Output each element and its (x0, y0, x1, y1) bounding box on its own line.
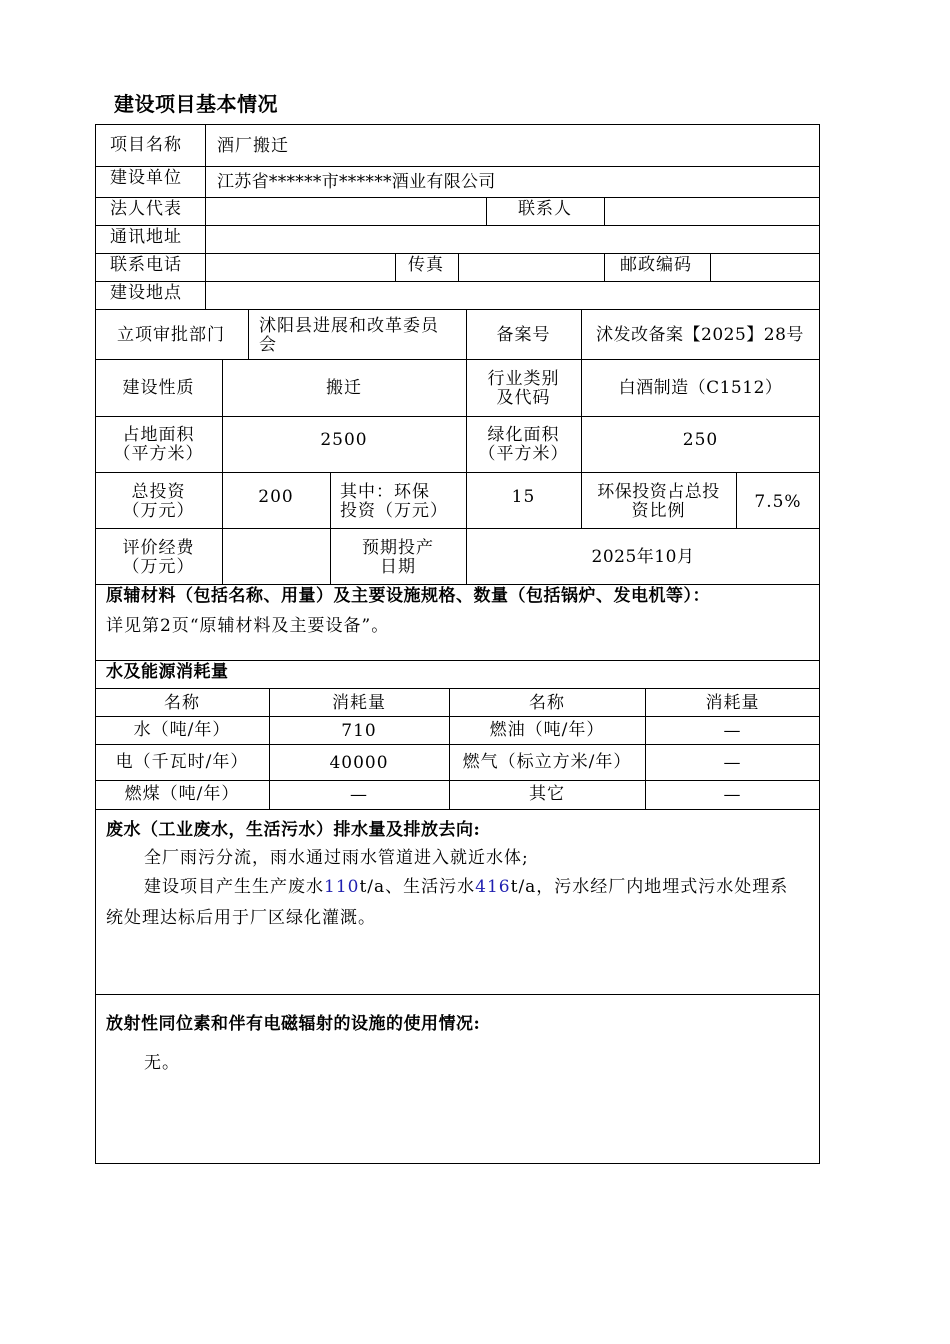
wastewater-text: t/a，污水经厂内地埋式污水处理系 (510, 877, 789, 897)
row-divider (95, 472, 820, 473)
energy-cell: 燃气（标立方米/年） (462, 752, 632, 772)
site-label: 建设地点 (110, 283, 182, 303)
energy-heading: 水及能源消耗量 (106, 662, 229, 682)
legal-rep-label: 法人代表 (110, 199, 182, 219)
green-area-label-line2: （平方米） (478, 444, 569, 464)
env-invest-value: 15 (511, 487, 536, 507)
page-title: 建设项目基本情况 (114, 92, 278, 116)
env-ratio-value: 7.5% (754, 492, 802, 512)
industry-label-line1: 行业类别 (487, 369, 560, 389)
wastewater-text: 建设项目产生生产废水 (144, 877, 324, 897)
row-divider (95, 688, 820, 689)
env-invest-label-line2: 投资（万元） (340, 501, 448, 521)
row-divider (95, 716, 820, 717)
energy-cell: — (723, 721, 742, 741)
industry-label-line2: 及代码 (496, 388, 551, 408)
wastewater-paragraph (106, 872, 818, 934)
col-divider (248, 309, 249, 359)
wastewater-text: 统处理达标后用于厂区绿化灌溉。 (106, 908, 376, 928)
production-wastewater-amount: 110 (324, 877, 360, 897)
eval-fee-label-line2: （万元） (122, 557, 195, 577)
row-divider (95, 660, 820, 661)
total-invest-label-line2: （万元） (122, 501, 195, 521)
unit-label: 建设单位 (110, 168, 182, 188)
row-divider (95, 309, 820, 310)
col-divider (604, 197, 605, 225)
energy-col-amount: 消耗量 (705, 693, 760, 713)
land-area-value: 2500 (320, 430, 368, 450)
row-divider (95, 744, 820, 745)
energy-cell: 电（千瓦时/年） (115, 752, 249, 772)
row-divider (95, 416, 820, 417)
approval-dept-line1: 沭阳县进展和改革委员 (259, 316, 439, 336)
energy-col-name: 名称 (529, 693, 565, 713)
env-ratio-label-line1: 环保投资占总投 (597, 482, 720, 502)
industry-value: 白酒制造（C1512） (618, 378, 783, 398)
project-name-label: 项目名称 (110, 135, 182, 155)
wastewater-heading: 废水（工业废水，生活污水）排水量及排放去向: (106, 820, 481, 840)
project-name-value: 酒厂搬迁 (217, 136, 289, 156)
land-area-label-line2: （平方米） (113, 444, 204, 464)
row-divider (95, 281, 820, 282)
row-divider (95, 994, 820, 995)
materials-heading: 原辅材料（包括名称、用量）及主要设施规格、数量（包括锅炉、发电机等）： (106, 586, 710, 606)
total-invest-value: 200 (258, 487, 294, 507)
record-no-value: 沭发改备案【2025】28号 (596, 325, 804, 345)
energy-cell: 其它 (529, 784, 565, 804)
nature-label: 建设性质 (122, 378, 195, 398)
eval-fee-label-line1: 评价经费 (122, 538, 195, 558)
col-divider (458, 253, 459, 281)
start-date-label-line2: 日期 (380, 557, 416, 577)
col-divider (395, 253, 396, 281)
start-date-label-line1: 预期投产 (362, 538, 434, 558)
col-divider (710, 253, 711, 281)
green-area-label-line1: 绿化面积 (487, 425, 560, 445)
wastewater-line1: 全厂雨污分流，雨水通过雨水管道进入就近水体; (144, 848, 529, 868)
nature-value: 搬迁 (326, 378, 362, 398)
address-label: 通讯地址 (110, 227, 182, 247)
col-divider (205, 124, 206, 309)
row-divider (95, 780, 820, 781)
total-invest-label-line1: 总投资 (131, 482, 186, 502)
land-area-label-line1: 占地面积 (122, 425, 195, 445)
row-divider (95, 166, 820, 167)
start-date-value: 2025年10月 (591, 547, 695, 567)
energy-cell: 水（吨/年） (133, 720, 231, 740)
energy-cell: — (723, 785, 742, 805)
energy-cell: — (723, 753, 742, 773)
env-invest-label-line1: 其中：环保 (340, 482, 430, 502)
row-divider (95, 225, 820, 226)
fax-label: 传真 (408, 255, 444, 275)
row-divider (95, 528, 820, 529)
col-divider (486, 197, 487, 225)
radiation-heading: 放射性同位素和伴有电磁辐射的设施的使用情况: (106, 1014, 481, 1034)
approval-dept-label: 立项审批部门 (117, 325, 225, 345)
energy-cell: 40000 (329, 753, 389, 773)
contact-label: 联系人 (518, 199, 572, 219)
unit-value: 江苏省******市******酒业有限公司 (217, 172, 496, 192)
materials-text: 详见第2页“原辅材料及主要设备”。 (106, 616, 390, 636)
energy-cell: 710 (341, 721, 377, 741)
col-divider (604, 253, 605, 281)
row-divider (95, 584, 820, 585)
energy-cell: 燃油（吨/年） (489, 720, 605, 740)
record-no-label: 备案号 (496, 325, 551, 345)
energy-cell: 燃煤（吨/年） (124, 784, 240, 804)
energy-col-name: 名称 (164, 693, 200, 713)
approval-dept-line2: 会 (259, 335, 277, 355)
wastewater-text: t/a、生活污水 (359, 877, 476, 897)
energy-col-amount: 消耗量 (332, 693, 386, 713)
env-ratio-label-line2: 资比例 (631, 501, 686, 521)
energy-cell: — (350, 785, 368, 805)
green-area-value: 250 (682, 430, 719, 450)
postcode-label: 邮政编码 (620, 255, 692, 275)
domestic-sewage-amount: 416 (475, 877, 511, 897)
row-divider (95, 809, 820, 810)
row-divider (95, 359, 820, 360)
radiation-text: 无。 (144, 1053, 180, 1073)
phone-label: 联系电话 (110, 255, 182, 275)
row-divider (95, 197, 820, 198)
